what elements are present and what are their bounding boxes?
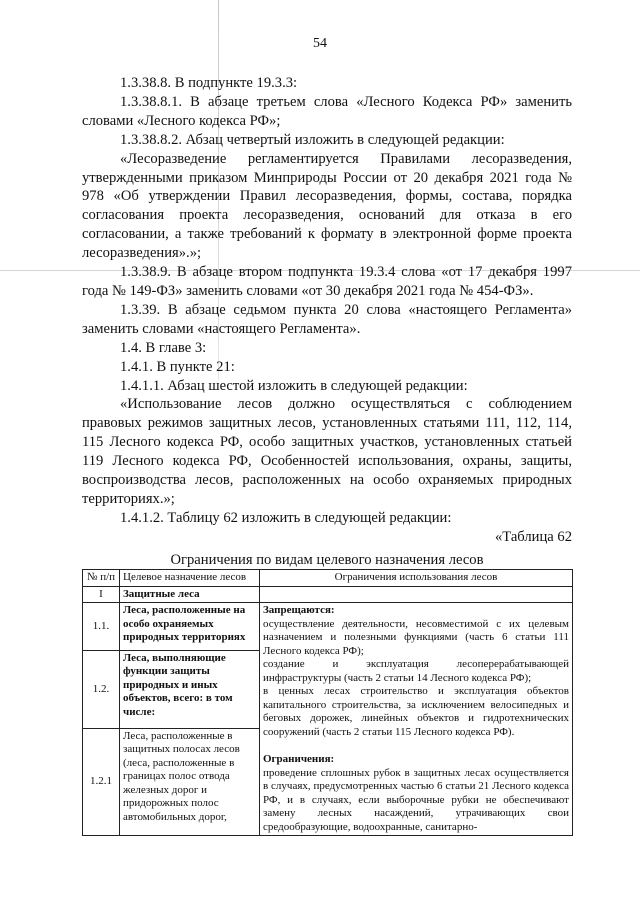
row-num: 1.2.	[83, 650, 120, 728]
paragraph: «Лесоразведение регламентируется Правилами лесоразведения, утвержденными приказом Минприроды России от 20 декабря 2021 года № 978 «Об утверждении Правил лесоразведения, формы, состава, порядка согласования проекта лесоразведения, оснований для отказа в его согласовании, а также требований к формату в электронной форме проекта лесоразведения».»;	[82, 150, 572, 262]
row-num: 1.1.	[83, 603, 120, 651]
paragraph: 1.4. В главе 3:	[120, 339, 207, 356]
header-num: № п/п	[83, 570, 120, 587]
spacer	[263, 739, 569, 753]
limitations-title: Ограничения:	[263, 753, 335, 765]
limitations-item: проведение сплошных рубок в защитных лесах осуществляется в случаях, предусмотренных частью 6 статьи 21 Лесного кодекса РФ, и в случаях, если выборочные рубки не обеспечивают замену лесных насаждений, утрачивающих свои средообразующие, водоохранные, санитарно-	[263, 766, 569, 833]
header-restrictions: Ограничения использования лесов	[260, 570, 573, 587]
paragraph: 1.3.38.9. В абзаце втором подпункта 19.3.4 слова «от 17 декабря 1997 года № 149-ФЗ» заменить словами «от 30 декабря 2021 года № 454-ФЗ».	[82, 264, 572, 299]
document-body	[82, 74, 572, 570]
paragraph: 1.4.1.1. Абзац шестой изложить в следующей редакции:	[120, 377, 468, 394]
prohibited-item: в ценных лесах строительство и эксплуатация объектов капитального строительства, за исключением велосипедных и беговых дорожек, линейных объектов и гидротехнических сооружений (часть 2 статьи 115 Лесного кодекса РФ).	[263, 685, 569, 738]
paragraph: 1.4.1.2. Таблицу 62 изложить в следующей редакции:	[120, 509, 452, 526]
paragraph: 1.3.39. В абзаце седьмом пункта 20 слова «настоящего Регламента» заменить словами «настоящего Регламента».	[82, 301, 572, 337]
prohibited-title: Запрещаются:	[263, 604, 335, 616]
paragraph: 1.3.38.8. В подпункте 19.3.3:	[120, 75, 298, 91]
restrictions-cell	[260, 603, 573, 836]
table-row	[83, 603, 573, 651]
paragraph: «Использование лесов должно осуществляться с соблюдением правовых режимов защитных лесов, установленных статьями 111, 112, 114, 115 Лесного кодекса РФ, особо защитных участков, установленных статьей 119 Лесного кодекса РФ, Особенностей использования, охраны, защиты, воспроизводства лесов, расположенных на особо охраняемых природных территориях.»;	[82, 396, 572, 507]
paragraph: 1.3.38.8.1. В абзаце третьем слова «Лесного Кодекса РФ» заменить словами «Лесного кодекса РФ»;	[82, 93, 572, 129]
table-header-row	[83, 570, 573, 587]
row-name: Леса, расположенные в защитных полосах лесов (леса, расположенные в границах полос отвода железных дорог и придорожных полос автомобильных дорог,	[120, 728, 260, 835]
page-number: 54	[313, 36, 327, 51]
paragraph: 1.3.38.8.2. Абзац четвертый изложить в следующей редакции:	[120, 131, 505, 148]
section-name: Защитные леса	[120, 586, 260, 603]
prohibited-item: создание и эксплуатация лесоперерабатывающей инфраструктуры (часть 2 статьи 14 Лесного кодекса РФ);	[263, 658, 569, 684]
table-section-row	[83, 586, 573, 603]
row-name: Леса, выполняющие функции защиты природных и иных объектов, всего: в том числе:	[120, 650, 260, 728]
row-name: Леса, расположенные на особо охраняемых природных территориях	[120, 603, 260, 651]
restrictions-table	[82, 569, 573, 836]
section-num: I	[83, 586, 120, 603]
header-name: Целевое назначение лесов	[120, 570, 260, 587]
table-label: «Таблица 62	[494, 528, 572, 545]
paragraph: 1.4.1. В пункте 21:	[120, 358, 235, 375]
row-num: 1.2.1	[83, 728, 120, 835]
prohibited-item: осуществление деятельности, несовместимой с их целевым назначением и полезными функциями (часть 6 статьи 111 Лесного кодекса РФ);	[263, 617, 569, 657]
table-title: Ограничения по видам целевого назначения лесов	[170, 551, 484, 568]
section-empty-cell	[260, 586, 573, 603]
